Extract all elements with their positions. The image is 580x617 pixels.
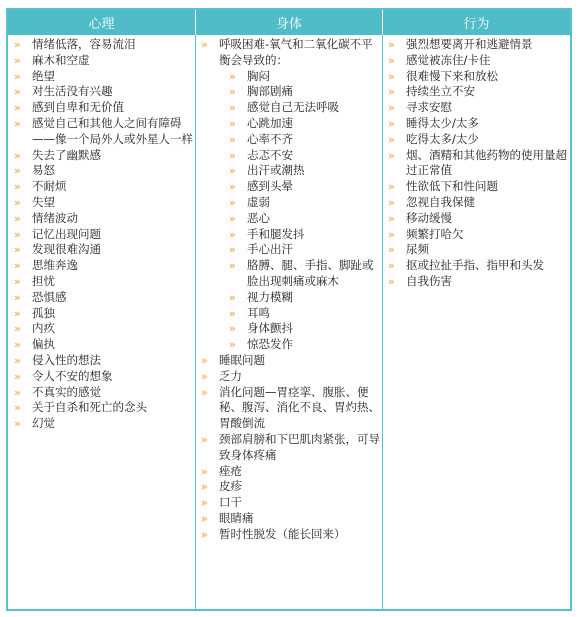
list-item-text: 发现很难沟通 xyxy=(32,242,101,257)
list-item-text: 身体颤抖 xyxy=(247,321,293,336)
list-item xyxy=(199,258,381,290)
bullet-icon: » xyxy=(388,259,395,273)
list-item-text: 惊恐发作 xyxy=(247,337,293,352)
bullet-icon: » xyxy=(14,38,21,51)
bullet-icon: » xyxy=(201,353,208,367)
list-item xyxy=(199,195,381,211)
list-item xyxy=(12,37,193,53)
list-item xyxy=(199,179,381,195)
list-item xyxy=(12,306,193,322)
column-divider xyxy=(382,35,383,609)
list-item-text: 烟、酒精和其他药物的使用量超过正常值 xyxy=(406,147,567,178)
bullet-icon: » xyxy=(388,180,395,194)
list-item-text: 思维奔逸 xyxy=(32,258,78,273)
list-item xyxy=(12,211,193,227)
bullet-icon: » xyxy=(388,227,395,241)
list-item-text: 孤独 xyxy=(32,305,55,320)
psychological-list xyxy=(12,37,193,432)
bullet-icon: » xyxy=(14,85,21,99)
bullet-icon: » xyxy=(229,243,236,257)
list-item xyxy=(386,227,568,243)
list-item xyxy=(199,227,381,243)
bullet-icon: » xyxy=(14,148,21,162)
bullet-icon: » xyxy=(14,243,21,257)
list-item xyxy=(199,511,381,527)
bullet-icon: » xyxy=(14,116,21,130)
list-item-text: 令人不安的想象 xyxy=(32,368,113,383)
list-item xyxy=(12,321,193,337)
bullet-icon: » xyxy=(14,353,21,367)
list-item xyxy=(12,179,193,195)
bullet-icon: » xyxy=(14,338,21,352)
bullet-icon: » xyxy=(14,101,21,115)
symptoms-table xyxy=(6,8,572,611)
bullet-icon: » xyxy=(388,85,395,99)
list-item-text: 不真实的感觉 xyxy=(32,384,101,399)
bullet-icon: » xyxy=(229,69,236,83)
list-item-text: 耳鸣 xyxy=(247,305,270,320)
list-item-text: 侵入性的想法 xyxy=(32,352,101,367)
list-item xyxy=(199,369,381,385)
bullet-icon: » xyxy=(229,180,236,194)
bullet-icon: » xyxy=(14,53,21,67)
table-header xyxy=(8,10,570,35)
list-item-text: 易怒 xyxy=(32,163,55,178)
list-item xyxy=(199,432,381,464)
list-item xyxy=(386,37,568,53)
bullet-icon: » xyxy=(201,38,208,51)
bullet-icon: » xyxy=(14,385,21,399)
list-item xyxy=(199,242,381,258)
bullet-icon: » xyxy=(14,259,21,273)
list-item xyxy=(386,179,568,195)
bullet-icon: » xyxy=(201,464,208,478)
list-item xyxy=(12,242,193,258)
list-item-text: 麻木和空虚 xyxy=(32,52,90,67)
list-item-text: 感觉自己无法呼吸 xyxy=(247,100,339,115)
list-item-text: 乏力 xyxy=(219,368,242,383)
bullet-icon: » xyxy=(388,132,395,146)
bullet-icon: » xyxy=(388,101,395,115)
list-item-text: 抠或拉扯手指、指甲和头发 xyxy=(406,258,544,273)
list-item xyxy=(12,195,193,211)
list-item-text: 颈部肩膀和下巴肌肉紧张，可导致身体疼痛 xyxy=(219,431,380,462)
list-item xyxy=(12,53,193,69)
bullet-icon: » xyxy=(229,148,236,162)
list-item xyxy=(12,227,193,243)
bullet-icon: » xyxy=(201,369,208,383)
bullet-icon: » xyxy=(201,496,208,510)
list-item-text: 情绪低落，容易流泪 xyxy=(32,37,136,51)
list-item xyxy=(199,132,381,148)
list-item-text: 睡得太少/太多 xyxy=(406,115,479,130)
list-item xyxy=(199,464,381,480)
list-item-text: 感觉自己和其他人之间有障碍——像一个局外人或外星人一样 xyxy=(32,115,193,146)
list-item xyxy=(12,69,193,85)
bullet-icon: » xyxy=(201,511,208,525)
list-item-text: 失望 xyxy=(32,194,55,209)
list-item xyxy=(199,353,381,369)
list-item xyxy=(12,290,193,306)
list-item-text: 呼吸困难-氧气和二氧化碳不平衡会导致的： xyxy=(219,37,373,67)
list-item-text: 自我伤害 xyxy=(406,273,452,288)
column-divider xyxy=(195,35,196,609)
list-item xyxy=(199,337,381,353)
bullet-icon: » xyxy=(14,306,21,320)
list-item xyxy=(386,274,568,290)
list-item xyxy=(386,132,568,148)
list-item xyxy=(386,69,568,85)
list-item xyxy=(12,416,193,432)
list-item xyxy=(12,369,193,385)
list-item-text: 内疚 xyxy=(32,321,55,336)
bullet-icon: » xyxy=(14,369,21,383)
list-item-text: 消化问题—胃痉挛、腹胀、便秘、腹泻、消化不良、胃灼热、胃酸倒流 xyxy=(219,384,380,431)
header-psychological: 心理 xyxy=(88,17,115,32)
bullet-icon: » xyxy=(388,38,395,51)
physical-column xyxy=(199,37,381,543)
list-item-text: 担忧 xyxy=(32,273,55,288)
list-item xyxy=(386,84,568,100)
bullet-icon: » xyxy=(229,338,236,352)
list-item-text: 偏执 xyxy=(32,337,55,352)
list-item xyxy=(12,274,193,290)
list-item xyxy=(12,400,193,416)
header-physical: 身体 xyxy=(195,10,382,35)
list-item-text: 感到自卑和无价值 xyxy=(32,100,124,115)
list-item xyxy=(199,69,381,85)
list-item xyxy=(199,84,381,100)
list-item-text: 痤疮 xyxy=(219,463,242,478)
bullet-icon: » xyxy=(388,116,395,130)
list-item xyxy=(12,84,193,100)
bullet-icon: » xyxy=(229,306,236,320)
list-item xyxy=(199,527,381,543)
list-item-text: 记忆出现问题 xyxy=(32,226,101,241)
list-item-text: 胳膊、腿、手指、脚趾或脸出现刺痛或麻木 xyxy=(247,258,374,288)
bullet-icon: » xyxy=(14,195,21,209)
bullet-icon: » xyxy=(229,116,236,130)
bullet-icon: » xyxy=(14,322,21,336)
list-item xyxy=(199,211,381,227)
list-item-text: 视力模糊 xyxy=(247,289,293,304)
list-item xyxy=(199,100,381,116)
list-item-text: 手和腿发抖 xyxy=(247,226,305,241)
list-item-text: 感到头晕 xyxy=(247,179,293,194)
bullet-icon: » xyxy=(388,69,395,83)
list-item xyxy=(199,290,381,306)
bullet-icon: » xyxy=(14,69,21,83)
list-item-text: 绝望 xyxy=(32,68,55,83)
bullet-icon: » xyxy=(388,243,395,257)
bullet-icon: » xyxy=(14,290,21,304)
list-item-text: 对生活没有兴趣 xyxy=(32,84,113,99)
list-item-text: 不耐烦 xyxy=(32,179,67,194)
list-item-text: 情绪波动 xyxy=(32,210,78,225)
bullet-icon: » xyxy=(14,211,21,225)
list-item xyxy=(12,163,193,179)
list-item-text: 关于自杀和死亡的念头 xyxy=(32,400,147,415)
list-item-text: 吃得太多/太少 xyxy=(406,131,479,146)
list-item-text: 睡眠问题 xyxy=(219,352,265,367)
list-item-text: 暂时性脱发（能长回来） xyxy=(219,526,346,541)
list-item-text: 忐忑不安 xyxy=(247,147,293,162)
list-item-text: 虚弱 xyxy=(247,194,270,209)
bullet-icon: » xyxy=(14,401,21,415)
list-item-text: 皮疹 xyxy=(219,479,242,494)
list-item xyxy=(12,100,193,116)
list-item-text: 出汗或潮热 xyxy=(247,163,305,178)
list-item-text: 心跳加速 xyxy=(247,115,293,130)
list-item-text: 感觉被冻住/卡住 xyxy=(406,52,491,67)
list-item xyxy=(199,306,381,322)
physical-list xyxy=(199,37,381,543)
bullet-icon: » xyxy=(201,480,208,494)
list-item-text: 口干 xyxy=(219,495,242,510)
list-item xyxy=(386,53,568,69)
bullet-icon: » xyxy=(229,227,236,241)
list-item xyxy=(12,353,193,369)
list-item xyxy=(386,242,568,258)
bullet-icon: » xyxy=(201,527,208,541)
bullet-icon: » xyxy=(14,227,21,241)
list-item xyxy=(12,337,193,353)
list-item xyxy=(199,495,381,511)
bullet-icon: » xyxy=(229,101,236,115)
list-item-text: 幻觉 xyxy=(32,416,55,431)
bullet-icon: » xyxy=(201,432,208,446)
list-item-text: 恐惧感 xyxy=(32,289,67,304)
list-item-text: 移动缓慢 xyxy=(406,210,452,225)
list-item xyxy=(386,195,568,211)
list-item xyxy=(199,479,381,495)
list-item xyxy=(12,116,193,148)
bullet-icon: » xyxy=(229,85,236,99)
behavioral-column xyxy=(386,37,568,290)
list-item-text: 很难慢下来和放松 xyxy=(406,68,498,83)
psychological-column xyxy=(12,37,193,432)
header-behavioral: 行为 xyxy=(382,10,570,35)
bullet-icon: » xyxy=(229,211,236,225)
list-item-text: 眼睛痛 xyxy=(219,510,254,525)
list-item xyxy=(12,385,193,401)
bullet-icon: » xyxy=(14,417,21,431)
bullet-icon: » xyxy=(388,195,395,209)
bullet-icon: » xyxy=(14,274,21,288)
bullet-icon: » xyxy=(229,259,236,273)
list-item-text: 手心出汗 xyxy=(247,242,293,257)
list-item-text: 胸部剧痛 xyxy=(247,84,293,99)
list-item-text: 忽视自我保健 xyxy=(406,194,475,209)
list-item xyxy=(386,211,568,227)
list-item-text: 强烈想要离开和逃避情景 xyxy=(406,37,533,51)
list-item-text: 寻求安慰 xyxy=(406,100,452,115)
bullet-icon: » xyxy=(14,164,21,178)
list-item xyxy=(386,148,568,180)
list-item xyxy=(199,321,381,337)
list-item xyxy=(12,258,193,274)
bullet-icon: » xyxy=(14,180,21,194)
list-item xyxy=(12,148,193,164)
list-item xyxy=(199,163,381,179)
list-item xyxy=(199,37,381,69)
bullet-icon: » xyxy=(229,195,236,209)
bullet-icon: » xyxy=(201,385,208,399)
list-item-text: 尿频 xyxy=(406,242,429,257)
bullet-icon: » xyxy=(229,290,236,304)
list-item-text: 心率不齐 xyxy=(247,131,293,146)
list-item xyxy=(386,100,568,116)
list-item-text: 持续坐立不安 xyxy=(406,84,475,99)
bullet-icon: » xyxy=(388,148,395,162)
list-item-text: 失去了幽默感 xyxy=(32,147,101,162)
list-item-text: 频繁打哈欠 xyxy=(406,226,464,241)
list-item-text: 恶心 xyxy=(247,210,270,225)
behavioral-list xyxy=(386,37,568,290)
list-item xyxy=(199,116,381,132)
list-item-text: 性欲低下和性问题 xyxy=(406,179,498,194)
list-item-text: 胸闷 xyxy=(247,68,270,83)
list-item xyxy=(199,148,381,164)
bullet-icon: » xyxy=(388,274,395,288)
list-item xyxy=(199,385,381,432)
bullet-icon: » xyxy=(229,322,236,336)
list-item xyxy=(386,116,568,132)
bullet-icon: » xyxy=(229,132,236,146)
bullet-icon: » xyxy=(388,211,395,225)
bullet-icon: » xyxy=(388,53,395,67)
list-item xyxy=(386,258,568,274)
bullet-icon: » xyxy=(229,164,236,178)
